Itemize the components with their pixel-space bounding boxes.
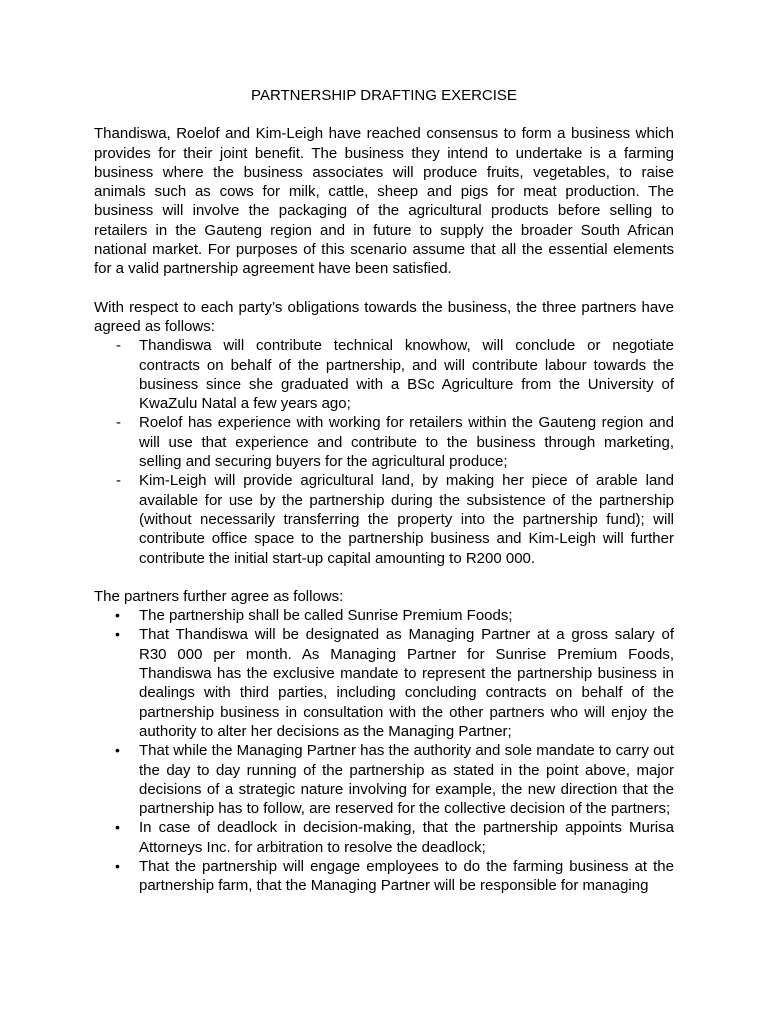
document-title: PARTNERSHIP DRAFTING EXERCISE: [251, 87, 517, 104]
term-deadlock: In case of deadlock in decision-making, that the partnership appoints Murisa Attorneys Inc. for arbitration to resolve the deadlock;: [139, 819, 674, 856]
further-intro: The partners further agree as follows:: [94, 587, 344, 605]
obligation-kim-leigh: Kim-Leigh will provide agricultural land, by making her piece of arable land available for use by the partnership during the subsistence of the partnership (without necessarily transferring the property into the partnership fund); will contribute office space to the partnership business and Kim-Leigh will further contribute the initial start-up capital amounting to R200 000.: [139, 472, 674, 567]
intro-paragraph: Thandiswa, Roelof and Kim-Leigh have reached consensus to form a business which provides for their joint benefit. The business they intend to undertake is a farming business where the business associates will produce fruits, vegetables, to raise animals such as cows for milk, cattle, sheep and pigs for meat production. The business will involve the packaging of the agricultural products before selling to retailers in the Gauteng region and in future to supply the broader South African national market. For purposes of this scenario assume that all the essential elements for a valid partnership agreement have been satisfied.: [94, 125, 674, 278]
list-item: [94, 413, 674, 471]
term-employees: That the partnership will engage employees to do the farming business at the partnership farm, that the Managing Partner will be responsible for managing: [139, 857, 674, 895]
list-item: [94, 471, 674, 567]
bullet-marker: •: [115, 626, 120, 643]
bullet-marker: •: [115, 857, 120, 874]
dash-marker: -: [116, 337, 121, 355]
bullet-marker: •: [115, 819, 120, 836]
further-terms-list: [94, 606, 674, 895]
bullet-marker: •: [115, 607, 120, 624]
term-partnership-name: The partnership shall be called Sunrise Premium Foods;: [139, 607, 513, 625]
obligations-intro: With respect to each party’s obligations towards the business, the three partners have agreed as follows:: [94, 298, 674, 335]
term-managing-partner: That Thandiswa will be designated as Managing Partner at a gross salary of R30 000 per month. As Managing Partner for Sunrise Premium Foods, Thandiswa has the exclusive mandate to represent the partnership business in dealings with third parties, including concluding contracts on behalf of the partnership business in consultation with the other partners who will enjoy the authority to alter her decisions as the Managing Partner;: [139, 626, 674, 740]
dash-marker: -: [116, 414, 121, 432]
obligation-thandiswa: Thandiswa will contribute technical knowhow, will conclude or negotiate contracts on behalf of the partnership, and will contribute labour towards the business since she graduated with a BSc Agriculture from the University of KwaZulu Natal a few years ago;: [139, 337, 674, 413]
dash-marker: -: [116, 472, 121, 490]
bullet-marker: •: [115, 742, 120, 759]
list-item: [94, 857, 674, 896]
list-item: [94, 625, 674, 741]
list-item: [94, 741, 674, 818]
list-item: [94, 336, 674, 413]
list-item: [94, 818, 674, 857]
term-strategic-decisions: That while the Managing Partner has the authority and sole mandate to carry out the day to day running of the partnership as stated in the point above, major decisions of a strategic nature involving for example, the new direction that the partnership has to follow, are reserved for the collective decision of the partners;: [139, 742, 674, 818]
obligations-list: [94, 336, 674, 568]
obligation-roelof: Roelof has experience with working for retailers within the Gauteng region and will use that experience and contribute to the business through marketing, selling and securing buyers for the agricultural produce;: [139, 414, 674, 471]
list-item: [94, 606, 674, 625]
